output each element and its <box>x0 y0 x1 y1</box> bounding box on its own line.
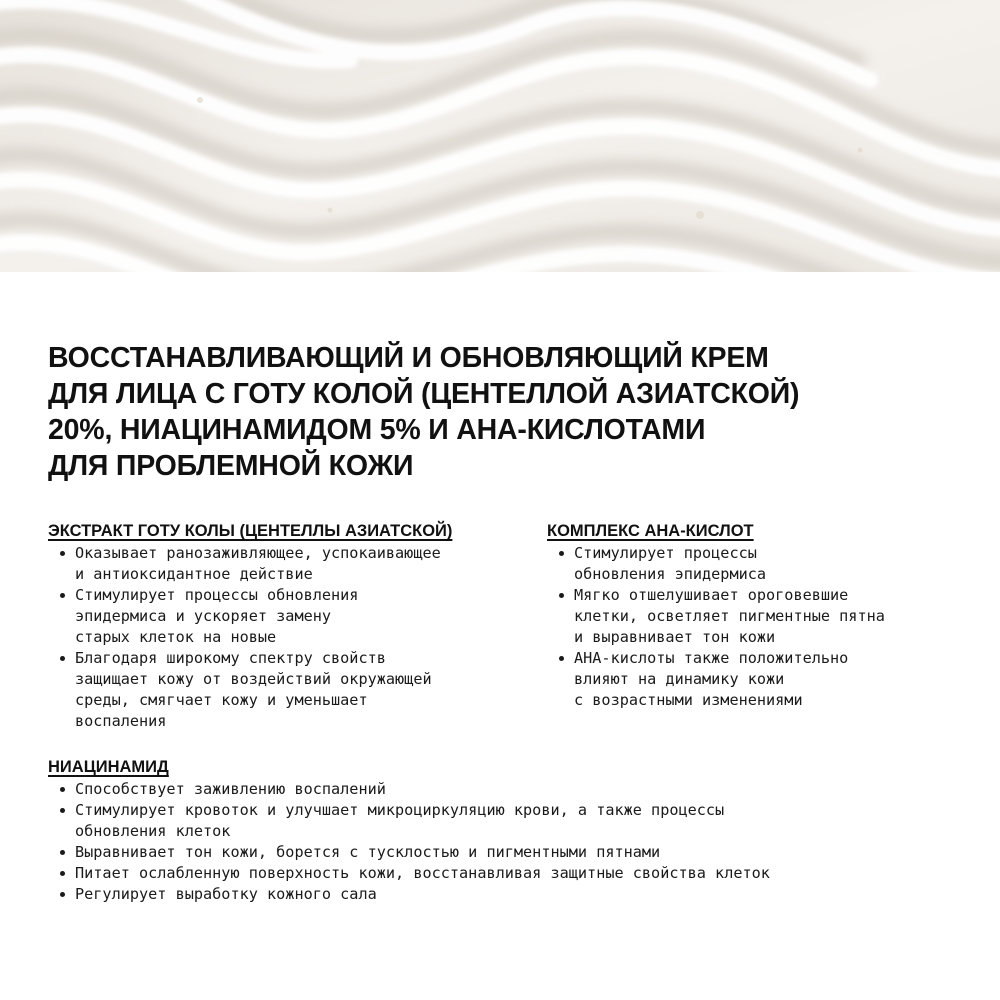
list-item-line: влияют на динамику кожи <box>574 670 785 688</box>
list-item-line: воспаления <box>75 712 167 730</box>
list-item-line: Регулирует выработку кожного сала <box>75 885 377 903</box>
list-item <box>48 842 968 863</box>
list-item-line: старых клеток на новые <box>75 628 277 646</box>
benefit-list <box>48 543 528 732</box>
list-item-line: Стимулирует процессы обновления <box>75 586 359 604</box>
list-item <box>48 863 968 884</box>
list-item-line: Стимулирует кровоток и улучшает микроциркуляцию крови, а также процессы <box>75 801 725 819</box>
list-item-line: и выравнивает тон кожи <box>574 628 776 646</box>
list-item-line: Благодаря широкому спектру свойств <box>75 649 386 667</box>
list-item <box>547 648 987 711</box>
list-item-line: Стимулирует процессы <box>574 544 757 562</box>
section-heading: НИАЦИНАМИД <box>48 758 169 776</box>
list-item-line: обновления эпидермиса <box>574 565 767 583</box>
product-title-line: 20%, НИАЦИНАМИДОМ 5% И АНА-КИСЛОТАМИ <box>48 414 706 446</box>
list-item <box>48 800 968 842</box>
list-item-line: Выравнивает тон кожи, борется с тусклостью и пигментными пятнами <box>75 843 661 861</box>
section-heading: КОМПЛЕКС АНА-КИСЛОТ <box>547 522 754 540</box>
list-item <box>48 884 968 905</box>
list-item-line: и антиоксидантное действие <box>75 565 313 583</box>
list-item-line: Оказывает ранозаживляющее, успокаивающее <box>75 544 441 562</box>
list-item <box>48 779 968 800</box>
list-item-line: эпидермиса и ускоряет замену <box>75 607 332 625</box>
section-heading: ЭКСТРАКТ ГОТУ КОЛЫ (ЦЕНТЕЛЛЫ АЗИАТСКОЙ) <box>48 522 453 540</box>
list-item-line: среды, смягчает кожу и уменьшает <box>75 691 368 709</box>
list-item-line: Способствует заживлению воспалений <box>75 780 386 798</box>
section-niacinamide <box>48 756 968 905</box>
section-aha-complex <box>547 520 987 711</box>
product-title-line: ДЛЯ ПРОБЛЕМНОЙ КОЖИ <box>48 450 414 482</box>
list-item-line: защищает кожу от воздействий окружающей <box>75 670 432 688</box>
list-item-line: клетки, осветляет пигментные пятна <box>574 607 885 625</box>
product-title <box>48 340 968 484</box>
list-item <box>48 543 528 585</box>
list-item <box>547 543 987 585</box>
section-centella-extract <box>48 520 528 732</box>
product-title-line: ВОССТАНАВЛИВАЮЩИЙ И ОБНОВЛЯЮЩИЙ КРЕМ <box>48 342 769 374</box>
list-item-line: Питает ослабленную поверхность кожи, восстанавливая защитные свойства клеток <box>75 864 770 882</box>
list-item <box>547 585 987 648</box>
list-item-line: АНА-кислоты также положительно <box>574 649 849 667</box>
list-item-line: Мягко отшелушивает ороговевшие <box>574 586 849 604</box>
list-item <box>48 648 528 732</box>
hero-cream-texture-image <box>0 0 1000 272</box>
product-title-line: ДЛЯ ЛИЦА С ГОТУ КОЛОЙ (ЦЕНТЕЛЛОЙ АЗИАТСКОЙ) <box>48 378 800 410</box>
list-item <box>48 585 528 648</box>
list-item-line: обновления клеток <box>75 822 231 840</box>
benefit-list <box>48 779 968 905</box>
benefit-list <box>547 543 987 711</box>
list-item-line: с возрастными изменениями <box>574 691 803 709</box>
